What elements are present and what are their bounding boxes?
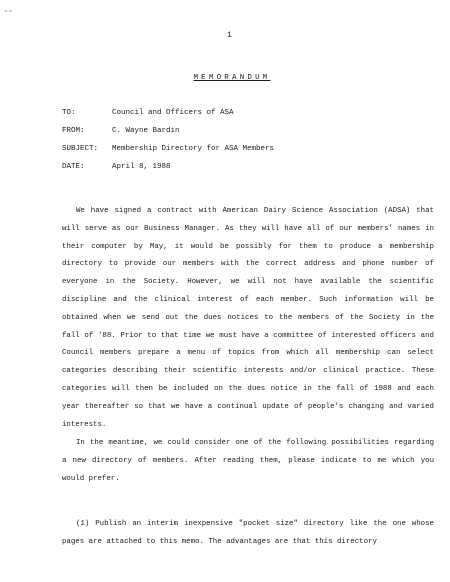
from-value: C. Wayne Bardin — [112, 127, 180, 135]
body-paragraph-contract — [62, 203, 434, 434]
page-number: 1 — [227, 31, 232, 40]
subject-value: Membership Directory for ASA Members — [112, 145, 275, 153]
body-paragraph-option-1 — [62, 516, 434, 552]
body-paragraph-possibilities — [62, 435, 434, 488]
paragraph-1-text: We have signed a contract with American Dairy Science Association (ADSA) that will serve as our Business Manager. As they will have all of our members' names in their computer by May, it would be possibly for them to produce a membership directory to provide our members with the correct address and phone number of everyone in the Society. However, we will not have available the scientific discipline and the clinical interest of each member. Such information will be obtained when we send out the dues notices to the members of the Society in the fall of '88. Prior to that time we must have a committee of interested officers and Council members prepare a menu of topics from which all membership can select categories describing their scientific interests and/or clinical practice. These categories will then be included on the dues notice in the fall of 1988 and each year thereafter so that we have a continual update of people's changing and varied interests. — [62, 207, 434, 429]
to-value: Council and Officers of ASA — [112, 109, 234, 117]
to-label: TO: — [62, 109, 76, 117]
date-value: April 8, 1988 — [112, 163, 171, 171]
date-label: DATE: — [62, 163, 85, 171]
from-label: FROM: — [62, 127, 85, 135]
paragraph-2-text: In the meantime, we could consider one of the following possibilities regarding a new directory of members. After reading them, please indicate to me which you would prefer. — [62, 439, 434, 483]
corner-mark: ~~ — [4, 8, 14, 15]
memo-heading: MEMORANDUM — [193, 74, 271, 82]
subject-label: SUBJECT: — [62, 145, 99, 153]
paragraph-3-text: (1) Publish an interim inexpensive "pocket size" directory like the one whose pages are attached to this memo. The advantages are that this directory — [62, 520, 434, 546]
